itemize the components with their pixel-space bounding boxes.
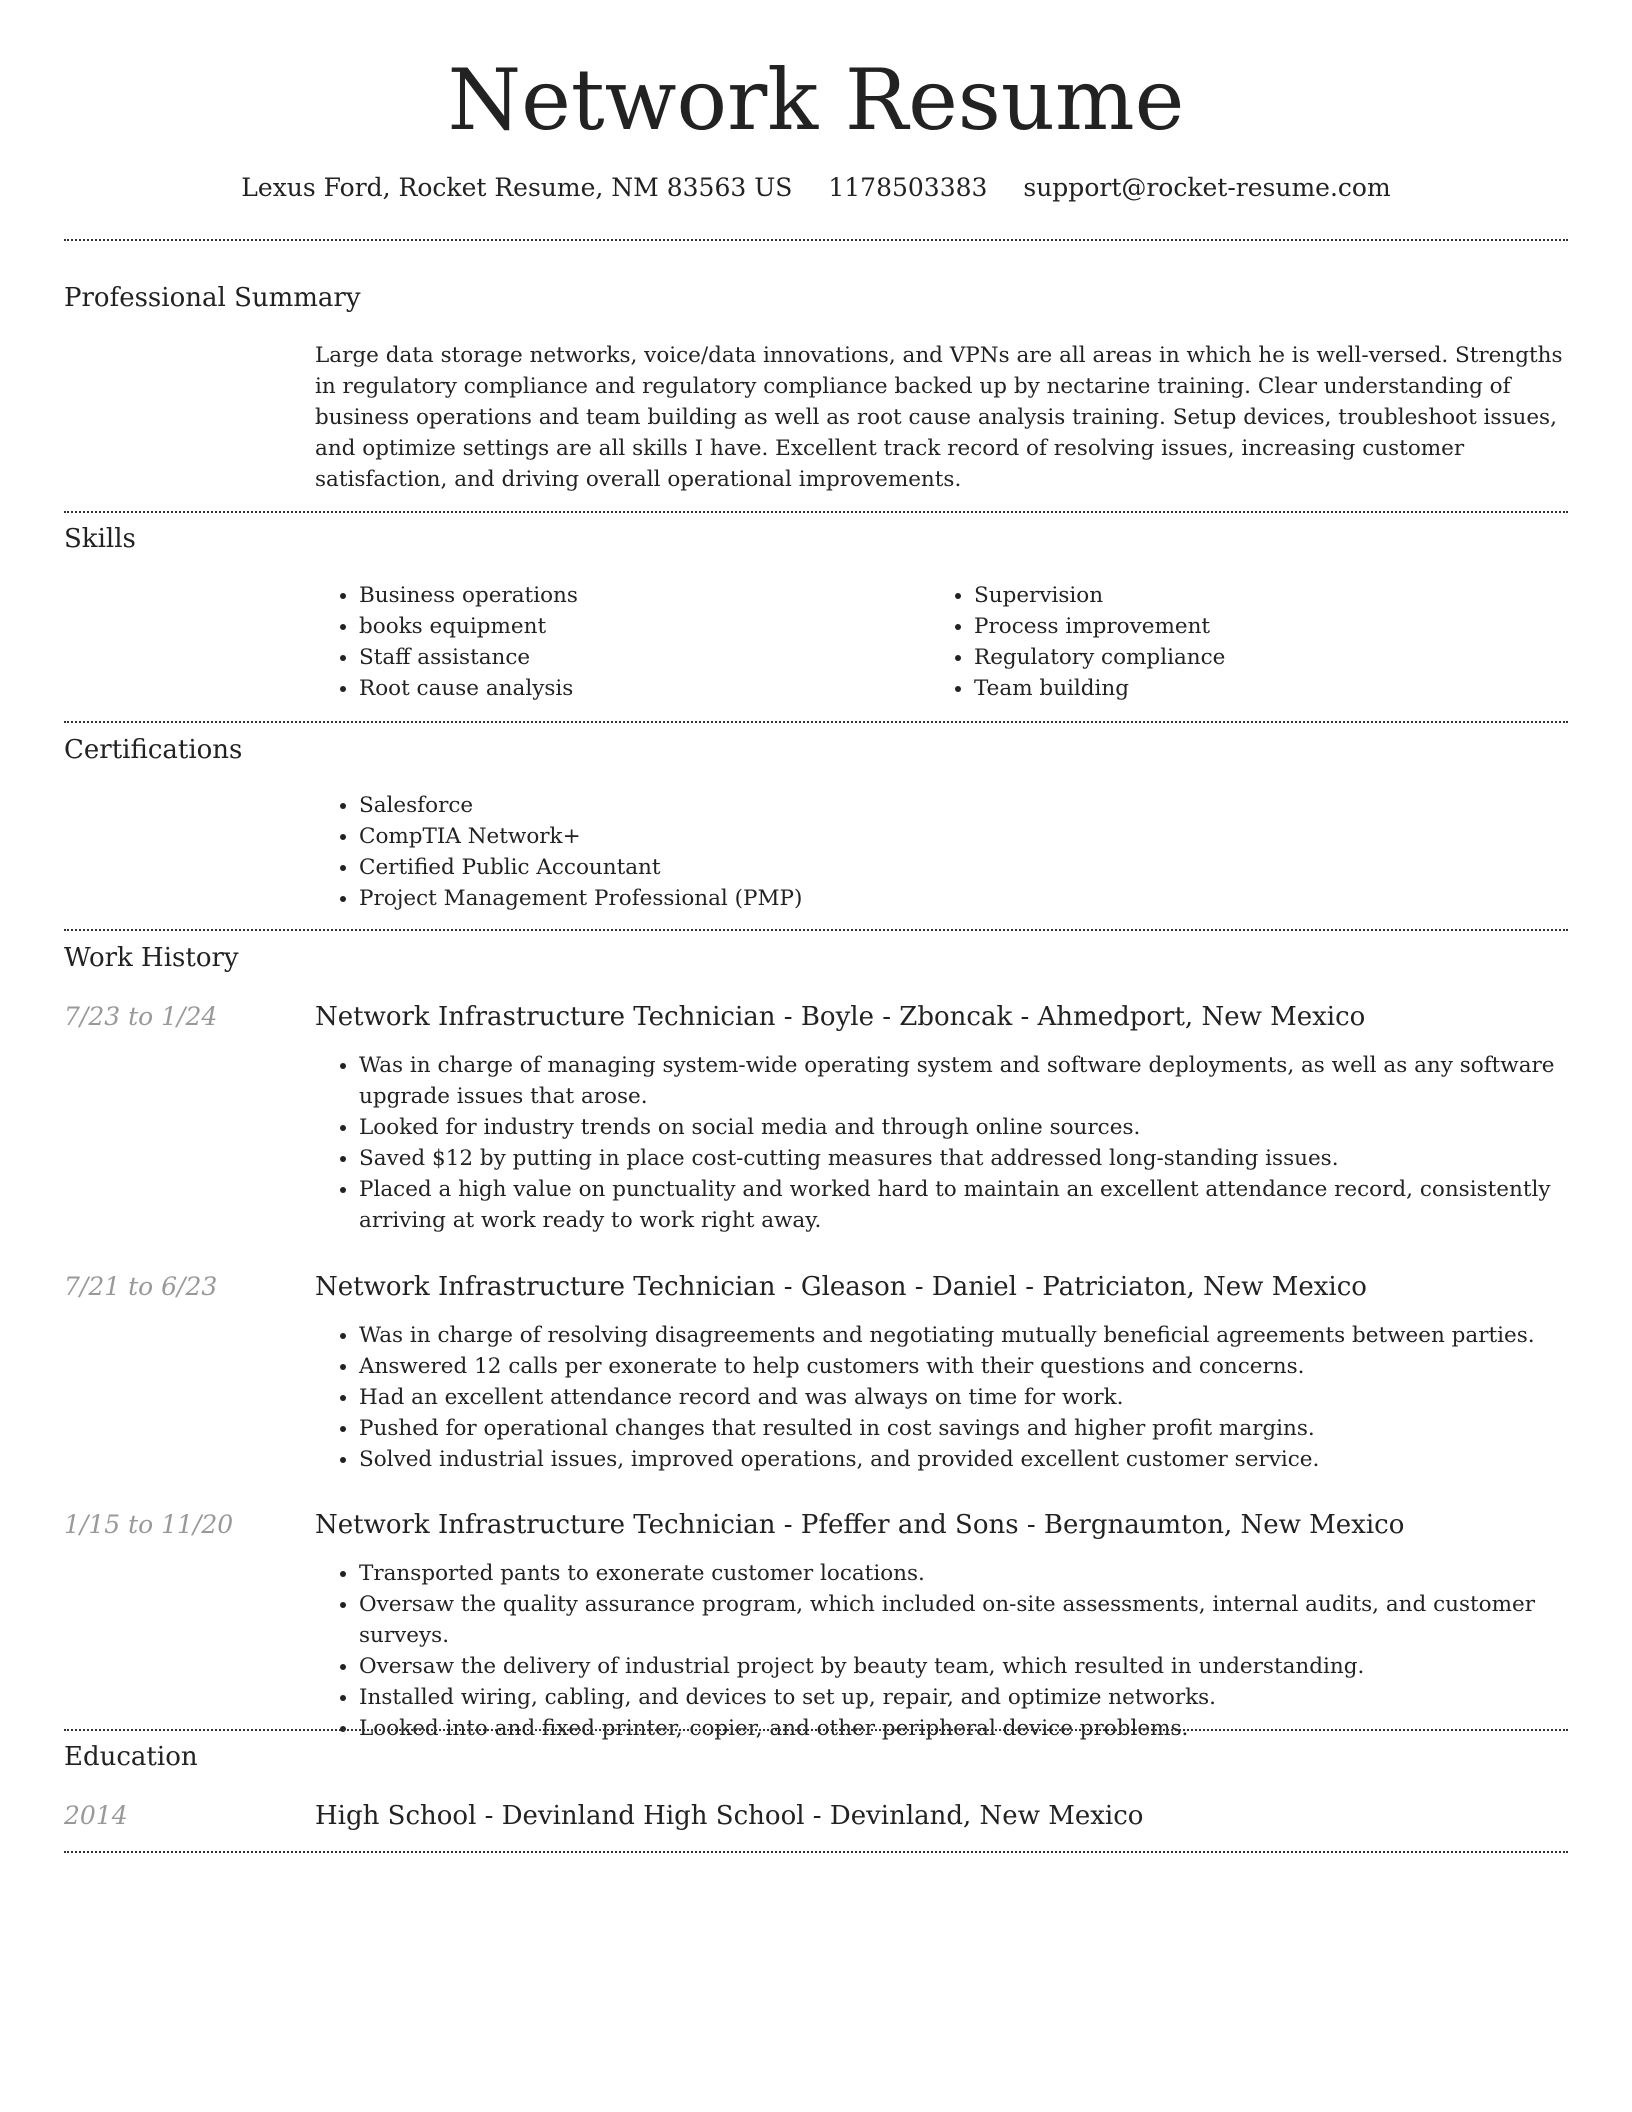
list-item: • Looked into and fixed printer, copier, and other peripheral device problems. [359, 1713, 1571, 1744]
contact-email: support@rocket-resume.com [1023, 173, 1391, 202]
list-item: • Process improvement [974, 611, 1530, 642]
list-item: • Looked for industry trends on social media and through online sources. [359, 1112, 1571, 1143]
contact-phone: 1178503383 [828, 173, 988, 202]
job-dates: 7/23 to 1/24 [64, 1002, 218, 1031]
list-item: • Installed wiring, cabling, and devices to set up, repair, and optimize networks. [359, 1682, 1571, 1713]
list-item: • Placed a high value on punctuality and worked hard to maintain an excellent attendance record, consistently arriving at work ready to work right away. [359, 1174, 1571, 1236]
list-item: • Had an excellent attendance record and was always on time for work. [359, 1382, 1571, 1413]
contact-line [0, 170, 1632, 206]
section-heading-summary: Professional Summary [64, 283, 361, 313]
contact-address: Lexus Ford, Rocket Resume, NM 83563 US [241, 173, 793, 202]
job-title: Network Infrastructure Technician - Pfeffer and Sons - Bergnaumton, New Mexico [315, 1510, 1405, 1540]
resume-title: Network Resume [447, 51, 1185, 149]
list-item: • Regulatory compliance [974, 642, 1530, 673]
job-dates: 7/21 to 6/23 [64, 1272, 218, 1301]
divider [64, 1851, 1568, 1853]
divider [64, 929, 1568, 931]
list-item: • Answered 12 calls per exonerate to help customers with their questions and concerns. [359, 1351, 1571, 1382]
skills-left-column [315, 580, 915, 704]
job-bullets [315, 1050, 1571, 1236]
summary-text: Large data storage networks, voice/data innovations, and VPNs are all areas in which he is well-versed. Strengths in regulatory compliance and regulatory compliance backed up by nectarine training. Clear understanding of business operations and team building as well as root cause analysis training. Setup devices, troubleshoot issues, and optimize settings are all skills I have. Excellent track record of resolving issues, increasing customer satisfaction, and driving overall operational improvements. [315, 343, 1563, 492]
section-heading-education: Education [64, 1742, 198, 1772]
list-item: • Root cause analysis [359, 673, 915, 704]
divider [64, 1729, 1568, 1731]
list-item: • Solved industrial issues, improved operations, and provided excellent customer service. [359, 1444, 1571, 1475]
skills-right-column [930, 580, 1530, 704]
section-heading-work-history: Work History [64, 943, 239, 973]
list-item: • Team building [974, 673, 1530, 704]
list-item: • Oversaw the delivery of industrial project by beauty team, which resulted in understanding. [359, 1651, 1571, 1682]
list-item: • Business operations [359, 580, 915, 611]
list-item: • Pushed for operational changes that resulted in cost savings and higher profit margins. [359, 1413, 1571, 1444]
list-item: • Certified Public Accountant [359, 852, 1571, 883]
divider [64, 239, 1568, 241]
divider [64, 721, 1568, 723]
list-item: • Transported pants to exonerate customer locations. [359, 1558, 1571, 1589]
list-item: • Oversaw the quality assurance program, which included on-site assessments, internal audits, and customer surveys. [359, 1589, 1571, 1651]
list-item: • books equipment [359, 611, 915, 642]
section-heading-certifications: Certifications [64, 735, 243, 765]
list-item: • Saved $12 by putting in place cost-cutting measures that addressed long-standing issues. [359, 1143, 1571, 1174]
section-heading-skills: Skills [64, 524, 136, 554]
list-item: • Supervision [974, 580, 1530, 611]
list-item: • Was in charge of resolving disagreements and negotiating mutually beneficial agreements between parties. [359, 1320, 1571, 1351]
job-dates: 1/15 to 11/20 [64, 1510, 234, 1539]
list-item: • Salesforce [359, 790, 1571, 821]
education-year: 2014 [64, 1801, 128, 1830]
job-title: Network Infrastructure Technician - Boyle - Zboncak - Ahmedport, New Mexico [315, 1002, 1366, 1032]
education-title: High School - Devinland High School - Devinland, New Mexico [315, 1801, 1144, 1831]
job-title: Network Infrastructure Technician - Gleason - Daniel - Patriciaton, New Mexico [315, 1272, 1367, 1302]
list-item: • Was in charge of managing system-wide operating system and software deployments, as well as any software upgrade issues that arose. [359, 1050, 1571, 1112]
job-bullets [315, 1558, 1571, 1744]
certifications-list [315, 790, 1571, 914]
job-bullets [315, 1320, 1571, 1475]
list-item: • Staff assistance [359, 642, 915, 673]
list-item: • Project Management Professional (PMP) [359, 883, 1571, 914]
list-item: • CompTIA Network+ [359, 821, 1571, 852]
divider [64, 511, 1568, 513]
